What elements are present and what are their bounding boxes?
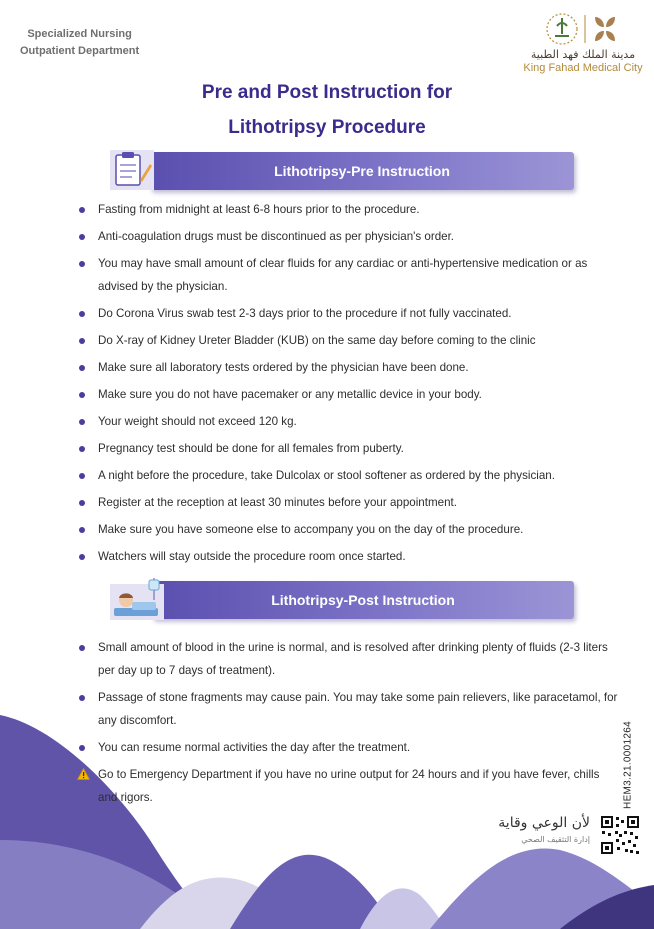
- bullet-dot: [79, 695, 85, 701]
- pre-instruction-heading: Lithotripsy-Pre Instruction: [274, 163, 450, 179]
- kfmc-logo: [518, 12, 648, 74]
- list-item: Do Corona Virus swab test 2-3 days prior to the procedure if not fully vaccinated.: [78, 302, 618, 325]
- bullet-dot: [79, 365, 85, 371]
- list-item: Make sure you have someone else to accompany you on the day of the procedure.: [78, 518, 618, 541]
- list-item: Small amount of blood in the urine is normal, and is resolved after drinking plenty of fluids (2-3 liters per day up to 7 days of treatment).: [78, 636, 618, 682]
- department-label: [20, 26, 139, 60]
- department-line-1: Specialized Nursing: [27, 28, 132, 40]
- clipboard-icon: [110, 150, 154, 190]
- logo-english-name: King Fahad Medical City: [523, 62, 643, 74]
- list-item: You may have small amount of clear fluids for any cardiac or anti-hypertensive medication or as advised by the physician.: [78, 252, 618, 298]
- list-item: You can resume normal activities the day after the treatment.: [78, 736, 618, 759]
- awareness-title: لأن الوعي وقاية: [498, 815, 590, 831]
- list-item: A night before the procedure, take Dulcolax or stool softener as ordered by the physician.: [78, 464, 618, 487]
- bullet-dot: [79, 261, 85, 267]
- bullet-dot: [79, 527, 85, 533]
- bullet-dot: [79, 311, 85, 317]
- bullet-dot: [79, 745, 85, 751]
- qr-code-icon[interactable]: [600, 815, 640, 855]
- bullet-dot: [79, 500, 85, 506]
- bullet-dot: [79, 473, 85, 479]
- page-title-line-2: Lithotripsy Procedure: [228, 117, 426, 138]
- list-item-warning: Go to Emergency Department if you have no urine output for 24 hours and if you have fever, chills and rigors.: [78, 763, 618, 809]
- patient-in-bed-icon: [110, 578, 164, 622]
- bullet-dot: [79, 645, 85, 651]
- list-item: Your weight should not exceed 120 kg.: [78, 410, 618, 433]
- health-awareness-label: [490, 815, 590, 844]
- list-item: Passage of stone fragments may cause pain. You may take some pain relievers, like paracetamol, for any discomfort.: [78, 686, 618, 732]
- post-instruction-heading: Lithotripsy-Post Instruction: [271, 592, 455, 608]
- page-title-line-1: Pre and Post Instruction for: [201, 82, 453, 103]
- list-item: Anti-coagulation drugs must be discontinued as per physician's order.: [78, 225, 618, 248]
- post-instruction-list: [78, 636, 618, 813]
- bullet-dot: [79, 392, 85, 398]
- list-item: Do X-ray of Kidney Ureter Bladder (KUB) on the same day before coming to the clinic: [78, 329, 618, 352]
- list-item: Watchers will stay outside the procedure room once started.: [78, 545, 618, 568]
- department-line-2: Outpatient Department: [20, 45, 140, 57]
- kfmc-emblem-icon: [540, 12, 630, 46]
- list-item: Register at the reception at least 30 minutes before your appointment.: [78, 491, 618, 514]
- bullet-dot: [79, 338, 85, 344]
- warning-icon: [77, 768, 90, 780]
- post-instruction-banner: [152, 581, 574, 619]
- list-item: Make sure all laboratory tests ordered by the physician have been done.: [78, 356, 618, 379]
- pre-instruction-list: [78, 198, 618, 572]
- list-item: Fasting from midnight at least 6-8 hours prior to the procedure.: [78, 198, 618, 221]
- awareness-subtitle: إدارة التثقيف الصحي: [521, 835, 590, 844]
- bullet-dot: [79, 207, 85, 213]
- list-item: Make sure you do not have pacemaker or any metallic device in your body.: [78, 383, 618, 406]
- bullet-dot: [79, 419, 85, 425]
- bullet-dot: [79, 554, 85, 560]
- document-code: HEM3.21.0001264: [622, 721, 634, 809]
- bullet-dot: [79, 234, 85, 240]
- bullet-dot: [79, 446, 85, 452]
- logo-arabic-name: مدينة الملك فهد الطبية: [530, 48, 636, 61]
- pre-instruction-banner: [150, 152, 574, 190]
- list-item: Pregnancy test should be done for all females from puberty.: [78, 437, 618, 460]
